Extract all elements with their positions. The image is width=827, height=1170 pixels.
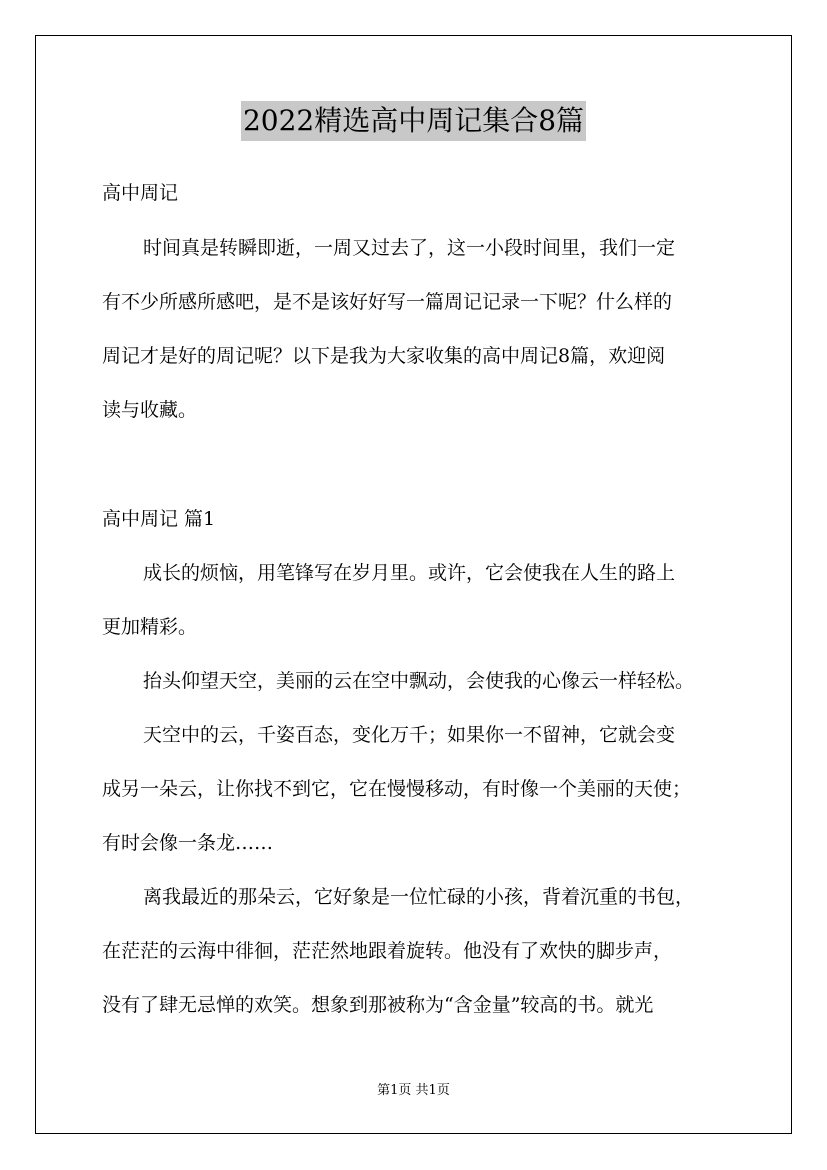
paragraph-line: 周记才是好的周记呢？以下是我为大家收集的高中周记8篇，欢迎阅 (102, 345, 666, 367)
paragraph-line: 在茫茫的云海中徘徊，茫茫然地跟着旋转。他没有了欢快的脚步声， (102, 940, 673, 962)
paragraph-line: 成长的烦恼，用笔锋写在岁月里。或许，它会使我在人生的路上 (143, 562, 676, 584)
document-title: 2022精选高中周记集合8篇 (241, 101, 586, 141)
page-footer: 第1页 共1页 (377, 1083, 450, 1098)
paragraph-line: 有时会像一条龙…… (102, 832, 274, 854)
paragraph-line: 离我最近的那朵云，它好象是一位忙碌的小孩，背着沉重的书包， (143, 886, 695, 908)
paragraph-line: 读与收藏。 (102, 399, 198, 421)
paragraph-line: 有不少所感所感吧，是不是该好好写一篇周记记录一下呢？什么样的 (102, 291, 673, 313)
paragraph-line: 没有了肆无忌惮的欢笑。想象到那被称为“含金量”较高的书。就光 (102, 994, 654, 1016)
title-container (0, 101, 827, 141)
paragraph-line: 天空中的云，千姿百态，变化万千；如果你一不留神，它就会变 (143, 724, 676, 746)
paragraph-line: 时间真是转瞬即逝，一周又过去了，这一小段时间里，我们一定 (143, 237, 676, 259)
section-heading-intro: 高中周记 (102, 182, 179, 204)
paragraph-line: 更加精彩。 (102, 616, 198, 638)
paragraph-line: 成另一朵云，让你找不到它，它在慢慢移动，有时像一个美丽的天使； (102, 778, 692, 800)
paragraph-line: 抬头仰望天空，美丽的云在空中飘动，会使我的心像云一样轻松。 (143, 670, 695, 692)
section-heading-1: 高中周记 篇1 (102, 508, 216, 530)
